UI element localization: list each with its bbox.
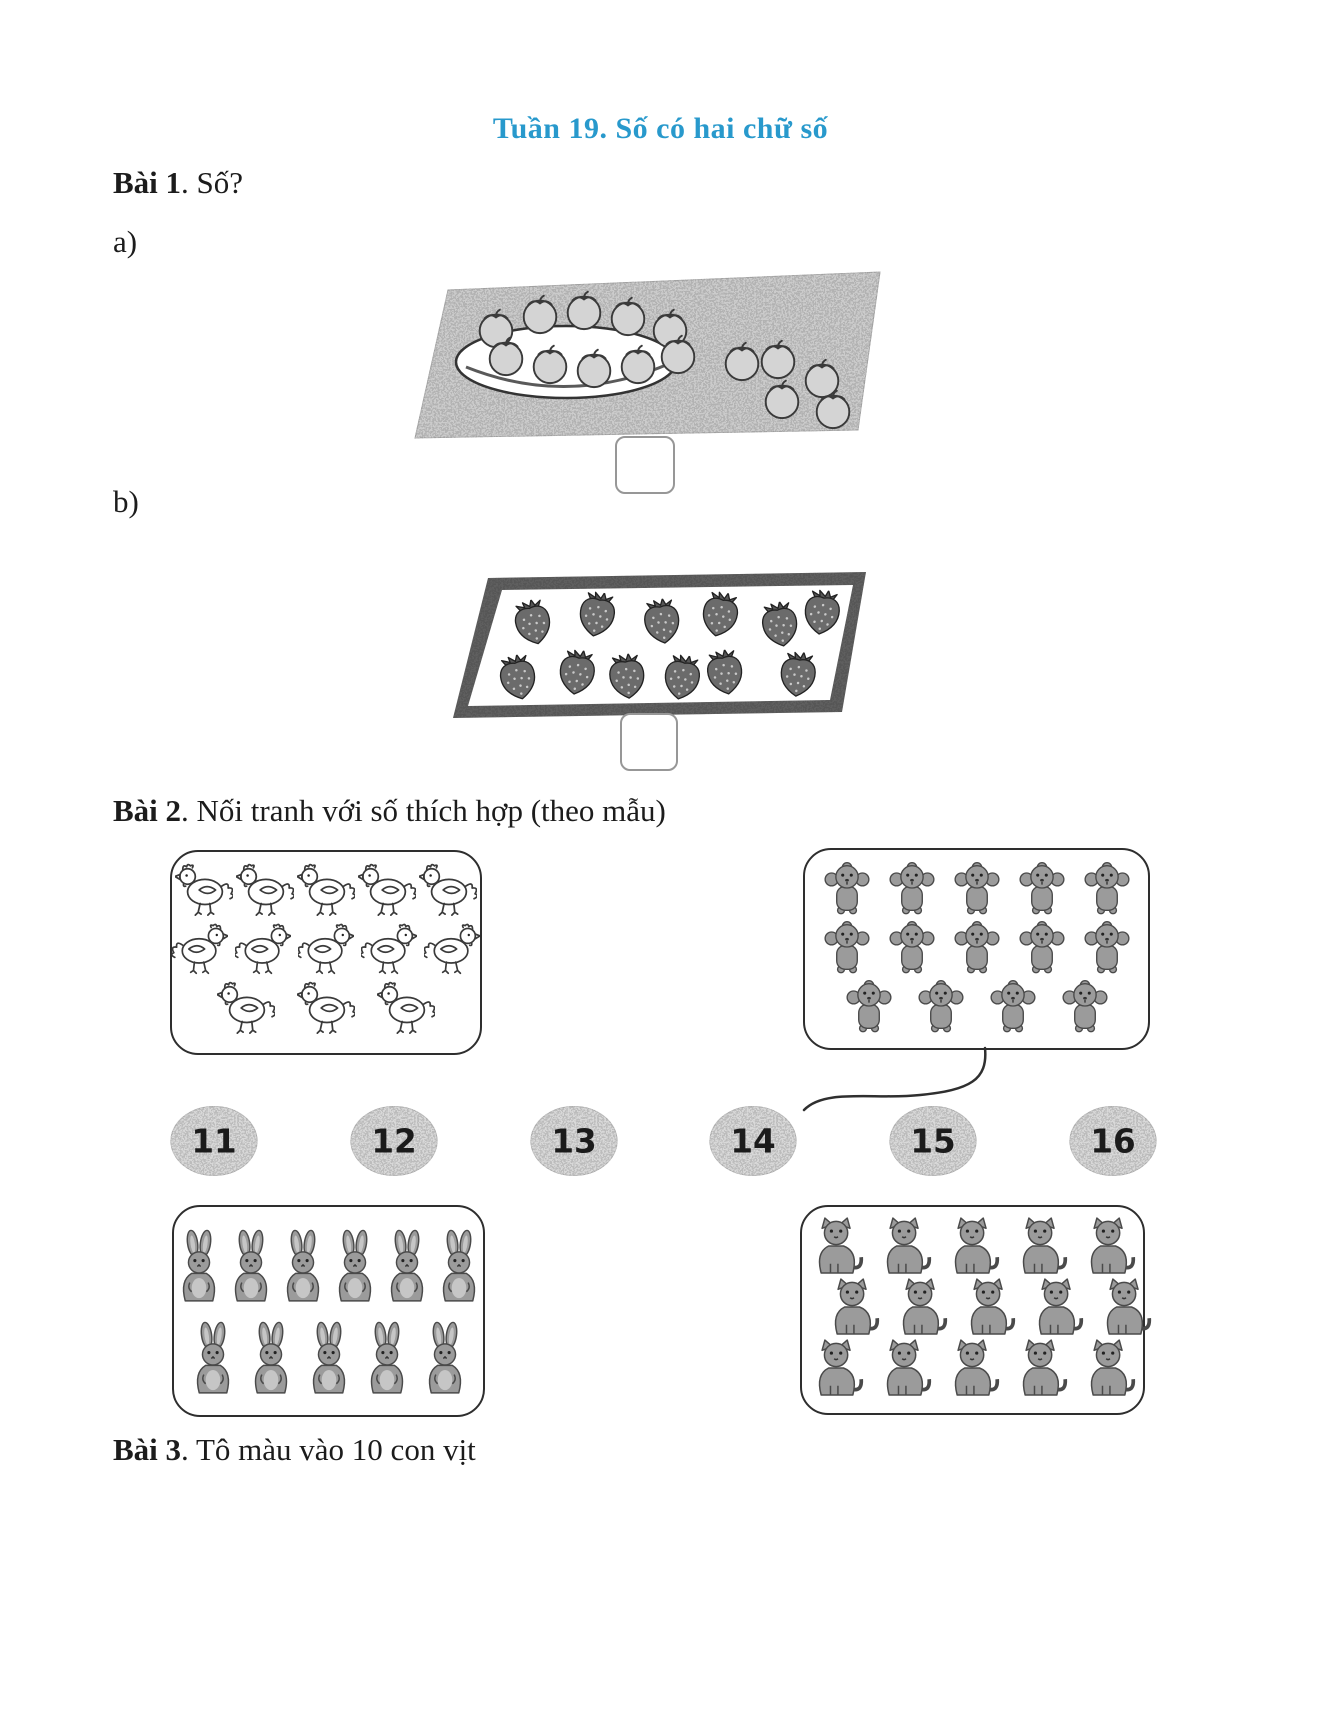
cat-icon	[894, 1278, 948, 1336]
exercise3-heading	[113, 1432, 476, 1468]
chicken-icon	[217, 980, 275, 1036]
dog-icon	[1083, 919, 1131, 975]
picture-box-dogs[interactable]	[803, 848, 1150, 1050]
cat-icon	[1014, 1217, 1068, 1275]
rabbit-icon	[333, 1223, 377, 1311]
svg-text:11: 11	[191, 1122, 237, 1161]
number-option-16[interactable]	[1067, 1103, 1159, 1179]
exercise3-instruction: . Tô màu vào 10 con vịt	[181, 1432, 476, 1467]
rabbit-icon	[307, 1315, 351, 1403]
cat-icon	[1014, 1339, 1068, 1397]
dog-icon	[1083, 860, 1131, 916]
number-options-row	[168, 1102, 1159, 1180]
dog-icon	[953, 919, 1001, 975]
number-option-13[interactable]	[528, 1103, 620, 1179]
dog-icon	[917, 978, 965, 1034]
picture-box-cats[interactable]	[800, 1205, 1145, 1415]
cat-icon	[946, 1217, 1000, 1275]
part-b-label: b)	[113, 484, 139, 519]
dog-icon	[888, 860, 936, 916]
chicken-icon	[419, 862, 477, 918]
svg-text:13: 13	[550, 1122, 597, 1161]
part-a-label: a)	[113, 224, 138, 259]
chicken-icon	[298, 921, 354, 977]
rabbit-icon	[437, 1223, 481, 1311]
chicken-icon	[235, 921, 291, 977]
svg-text:12: 12	[371, 1122, 417, 1161]
cat-icon	[1030, 1278, 1084, 1336]
dog-icon	[823, 860, 871, 916]
rabbit-icon	[191, 1315, 235, 1403]
chicken-icon	[172, 921, 228, 977]
dog-icon	[888, 919, 936, 975]
cat-icon	[1082, 1339, 1136, 1397]
cat-icon	[946, 1339, 1000, 1397]
picture-box-rabbits[interactable]	[172, 1205, 485, 1417]
svg-text:15: 15	[910, 1122, 956, 1161]
worksheet-title: Tuần 19. Số có hai chữ số	[492, 112, 829, 145]
number-option-12[interactable]	[348, 1103, 440, 1179]
rabbit-icon	[249, 1315, 293, 1403]
cat-icon	[878, 1339, 932, 1397]
dog-icon	[823, 919, 871, 975]
rabbit-icon	[365, 1315, 409, 1403]
dog-icon	[1018, 919, 1066, 975]
rabbit-icon	[177, 1223, 221, 1311]
svg-text:16: 16	[1090, 1122, 1136, 1161]
picture-box-chickens[interactable]	[170, 850, 482, 1055]
answer-box-a[interactable]	[615, 436, 675, 494]
cat-icon	[826, 1278, 880, 1336]
exercise2-number: Bài 2	[113, 793, 182, 828]
exercise2-heading	[113, 793, 666, 829]
chicken-icon	[361, 921, 417, 977]
example-connection-line	[780, 1040, 1010, 1120]
chicken-icon	[297, 862, 355, 918]
rabbit-icon	[229, 1223, 273, 1311]
dog-icon	[953, 860, 1001, 916]
cat-icon	[1082, 1217, 1136, 1275]
exercise1-number: Bài 1	[113, 165, 182, 200]
chicken-icon	[175, 862, 233, 918]
dog-icon	[845, 978, 893, 1034]
rabbit-icon	[385, 1223, 429, 1311]
exercise3-number: Bài 3	[113, 1432, 182, 1467]
chicken-icon	[297, 980, 355, 1036]
dog-icon	[989, 978, 1037, 1034]
number-option-11[interactable]	[168, 1103, 260, 1179]
cat-icon	[878, 1217, 932, 1275]
cat-icon	[810, 1217, 864, 1275]
cat-icon	[962, 1278, 1016, 1336]
exercise1-question: . Số?	[181, 165, 244, 200]
answer-box-b[interactable]	[620, 713, 678, 771]
chicken-icon	[424, 921, 480, 977]
rabbit-icon	[281, 1223, 325, 1311]
dog-icon	[1018, 860, 1066, 916]
cat-icon	[810, 1339, 864, 1397]
chicken-icon	[236, 862, 294, 918]
chicken-icon	[377, 980, 435, 1036]
svg-text:14: 14	[730, 1122, 777, 1161]
cat-icon	[1098, 1278, 1152, 1336]
rabbit-icon	[423, 1315, 467, 1403]
dog-icon	[1061, 978, 1109, 1034]
strawberries-scene	[440, 560, 880, 730]
chicken-icon	[358, 862, 416, 918]
exercise1-heading	[113, 165, 243, 201]
exercise2-instruction: . Nối tranh với số thích hợp (theo mẫu)	[181, 793, 666, 828]
